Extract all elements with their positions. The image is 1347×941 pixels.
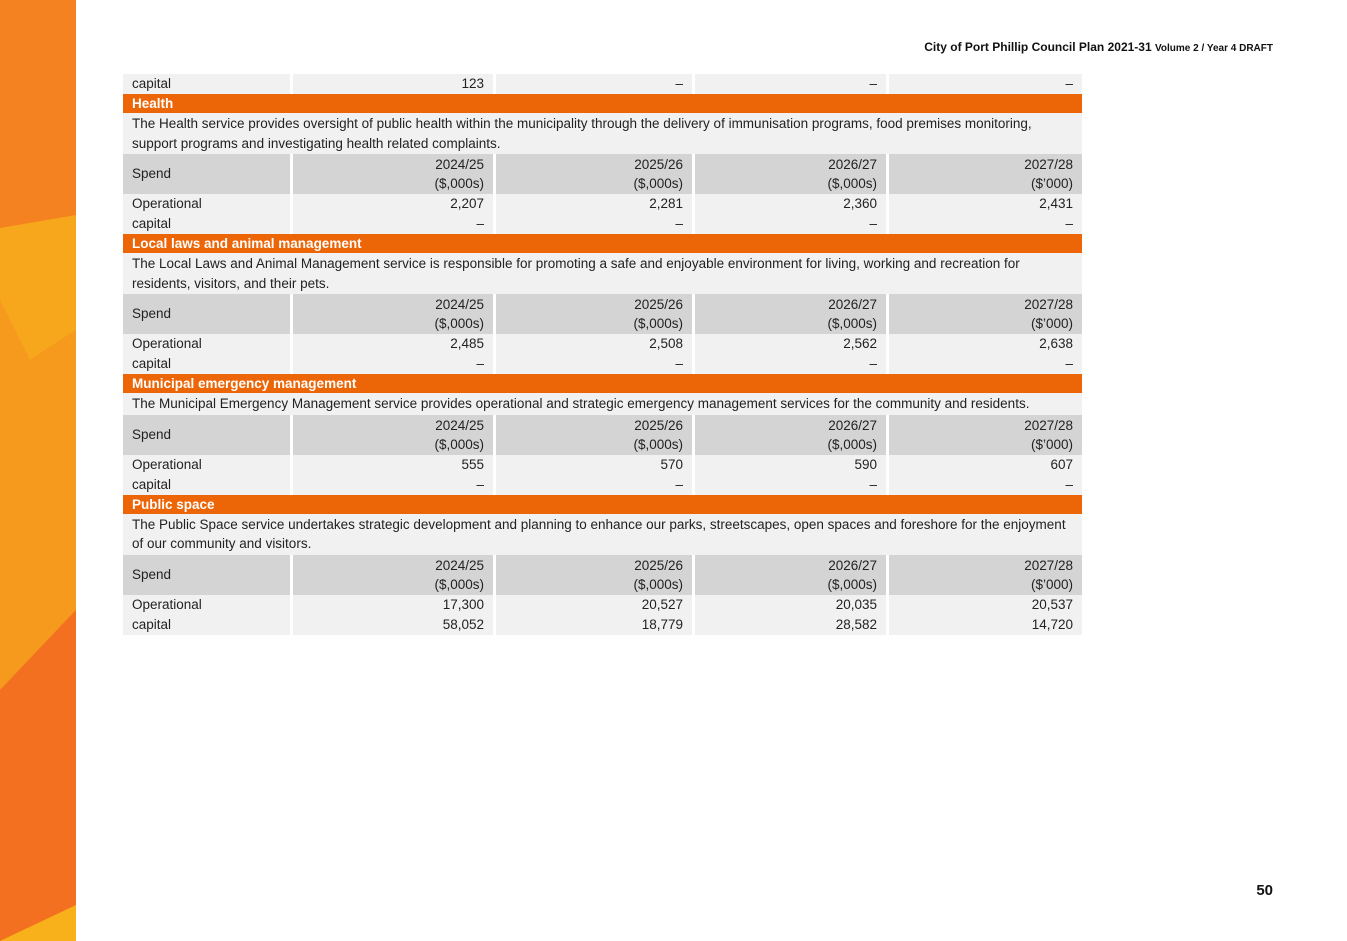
cell-value: 123 xyxy=(290,74,493,94)
cell-value: – xyxy=(886,354,1082,374)
cell-value: 20,035 xyxy=(692,595,886,615)
decorative-side-strip xyxy=(0,0,76,941)
column-unit: ($,000s) xyxy=(434,436,484,452)
column-unit: ($,000s) xyxy=(633,316,683,331)
spend-header-row xyxy=(123,555,1082,595)
table-row xyxy=(123,455,1082,475)
cell-value: 2,281 xyxy=(493,194,692,214)
cell-value: 17,300 xyxy=(290,595,493,615)
cell-value: – xyxy=(493,354,692,374)
spend-header-row xyxy=(123,294,1082,334)
table-row xyxy=(123,615,1082,635)
column-header xyxy=(886,415,1082,455)
column-year: 2025/26 xyxy=(634,157,683,172)
table-row xyxy=(123,595,1082,615)
cell-value: 2,562 xyxy=(692,334,886,354)
row-label: capital xyxy=(132,616,172,632)
cell-value: – xyxy=(692,74,886,94)
row-label: Operational xyxy=(132,456,202,472)
column-year: 2026/27 xyxy=(828,557,877,573)
cell-value: 14,720 xyxy=(886,615,1082,635)
section-description: The Health service provides oversight of public health within the municipality through the delivery of immunisation programs, food premises monitoring, support programs and investigating health related complaints. xyxy=(123,113,1082,154)
column-unit: ($,000s) xyxy=(827,316,877,331)
column-unit: ($,000s) xyxy=(633,436,683,452)
cell-value: – xyxy=(290,214,493,234)
column-year: 2025/26 xyxy=(634,297,683,312)
table-row xyxy=(123,74,1082,94)
cell-value: 570 xyxy=(493,455,692,475)
column-header xyxy=(493,294,692,334)
column-year: 2024/25 xyxy=(435,557,484,573)
column-header xyxy=(493,154,692,194)
spend-header-row xyxy=(123,154,1082,194)
table-row xyxy=(123,334,1082,354)
budget-tables xyxy=(123,74,1082,635)
column-year: 2027/28 xyxy=(1024,557,1073,573)
page-number: 50 xyxy=(1256,882,1273,899)
section-title: Health xyxy=(123,94,1082,113)
cell-value: – xyxy=(493,74,692,94)
section-description: The Municipal Emergency Management service provides operational and strategic emergency management services for the community and residents. xyxy=(123,393,1082,415)
row-label: Operational xyxy=(132,596,202,612)
column-year: 2027/28 xyxy=(1024,157,1073,172)
cell-value: 2,207 xyxy=(290,194,493,214)
column-year: 2024/25 xyxy=(435,157,484,172)
cell-value: – xyxy=(290,475,493,495)
cell-value: 2,360 xyxy=(692,194,886,214)
cell-value: – xyxy=(290,354,493,374)
section-title: Public space xyxy=(123,495,1082,514)
column-unit: ($,000s) xyxy=(827,436,877,452)
row-label: Operational xyxy=(132,336,202,351)
column-header xyxy=(290,555,493,595)
table-row xyxy=(123,214,1082,234)
cell-value: 607 xyxy=(886,455,1082,475)
cell-value: 2,485 xyxy=(290,334,493,354)
column-year: 2027/28 xyxy=(1024,297,1073,312)
column-unit: ($,000s) xyxy=(633,176,683,191)
spend-label: Spend xyxy=(132,306,172,321)
column-unit: ($,000s) xyxy=(434,316,484,331)
section-description: The Local Laws and Animal Management service is responsible for promoting a safe and enjoyable environment for living, working and recreation for residents, visitors, and their pets. xyxy=(123,253,1082,294)
spend-header-row xyxy=(123,415,1082,455)
cell-value: 20,527 xyxy=(493,595,692,615)
column-header xyxy=(692,294,886,334)
cell-value: – xyxy=(493,475,692,495)
cell-value: 58,052 xyxy=(290,615,493,635)
column-year: 2024/25 xyxy=(435,297,484,312)
column-unit: ($,000s) xyxy=(434,176,484,191)
cell-value: 18,779 xyxy=(493,615,692,635)
section-description: The Public Space service undertakes strategic development and planning to enhance our parks, streetscapes, open spaces and foreshore for the enjoyment of our community and visitors. xyxy=(123,514,1082,555)
column-header xyxy=(493,415,692,455)
column-year: 2025/26 xyxy=(634,557,683,573)
row-label: capital xyxy=(132,76,172,91)
column-unit: ($,000s) xyxy=(633,576,683,592)
spend-label: Spend xyxy=(132,426,172,442)
column-header xyxy=(692,555,886,595)
column-unit: ($,000s) xyxy=(827,176,877,191)
column-header xyxy=(692,154,886,194)
column-year: 2025/26 xyxy=(634,417,683,433)
column-header xyxy=(290,415,493,455)
column-year: 2024/25 xyxy=(435,417,484,433)
cell-value: – xyxy=(692,354,886,374)
cell-value: 20,537 xyxy=(886,595,1082,615)
cell-value: 555 xyxy=(290,455,493,475)
cell-value: 2,508 xyxy=(493,334,692,354)
row-label: Operational xyxy=(132,196,202,211)
column-header xyxy=(886,555,1082,595)
document-subtitle: Volume 2 / Year 4 DRAFT xyxy=(1154,43,1273,54)
row-label: capital xyxy=(132,216,172,231)
row-label: capital xyxy=(132,476,172,492)
column-unit: ($’000) xyxy=(1030,576,1073,592)
spend-label: Spend xyxy=(132,166,172,181)
cell-value: 28,582 xyxy=(692,615,886,635)
cell-value: – xyxy=(692,475,886,495)
cell-value: 2,638 xyxy=(886,334,1082,354)
column-header xyxy=(493,555,692,595)
column-year: 2026/27 xyxy=(828,417,877,433)
cell-value: – xyxy=(692,214,886,234)
column-unit: ($,000s) xyxy=(434,576,484,592)
document-title: City of Port Phillip Council Plan 2021-31 xyxy=(924,40,1152,54)
table-row xyxy=(123,475,1082,495)
spend-label: Spend xyxy=(132,566,172,582)
cell-value: – xyxy=(493,214,692,234)
cell-value: 590 xyxy=(692,455,886,475)
section-title: Local laws and animal management xyxy=(123,234,1082,253)
document-header xyxy=(924,40,1273,54)
column-unit: ($’000) xyxy=(1030,316,1073,331)
column-year: 2027/28 xyxy=(1024,417,1073,433)
table-row xyxy=(123,354,1082,374)
column-year: 2026/27 xyxy=(828,297,877,312)
column-header xyxy=(290,154,493,194)
cell-value: – xyxy=(886,214,1082,234)
cell-value: – xyxy=(886,475,1082,495)
column-header xyxy=(886,294,1082,334)
column-unit: ($,000s) xyxy=(827,576,877,592)
column-header xyxy=(692,415,886,455)
table-row xyxy=(123,194,1082,214)
row-label: capital xyxy=(132,356,172,371)
column-header xyxy=(290,294,493,334)
column-header xyxy=(886,154,1082,194)
section-title: Municipal emergency management xyxy=(123,374,1082,393)
cell-value: – xyxy=(886,74,1082,94)
cell-value: 2,431 xyxy=(886,194,1082,214)
column-unit: ($’000) xyxy=(1030,436,1073,452)
column-unit: ($’000) xyxy=(1030,176,1073,191)
column-year: 2026/27 xyxy=(828,157,877,172)
